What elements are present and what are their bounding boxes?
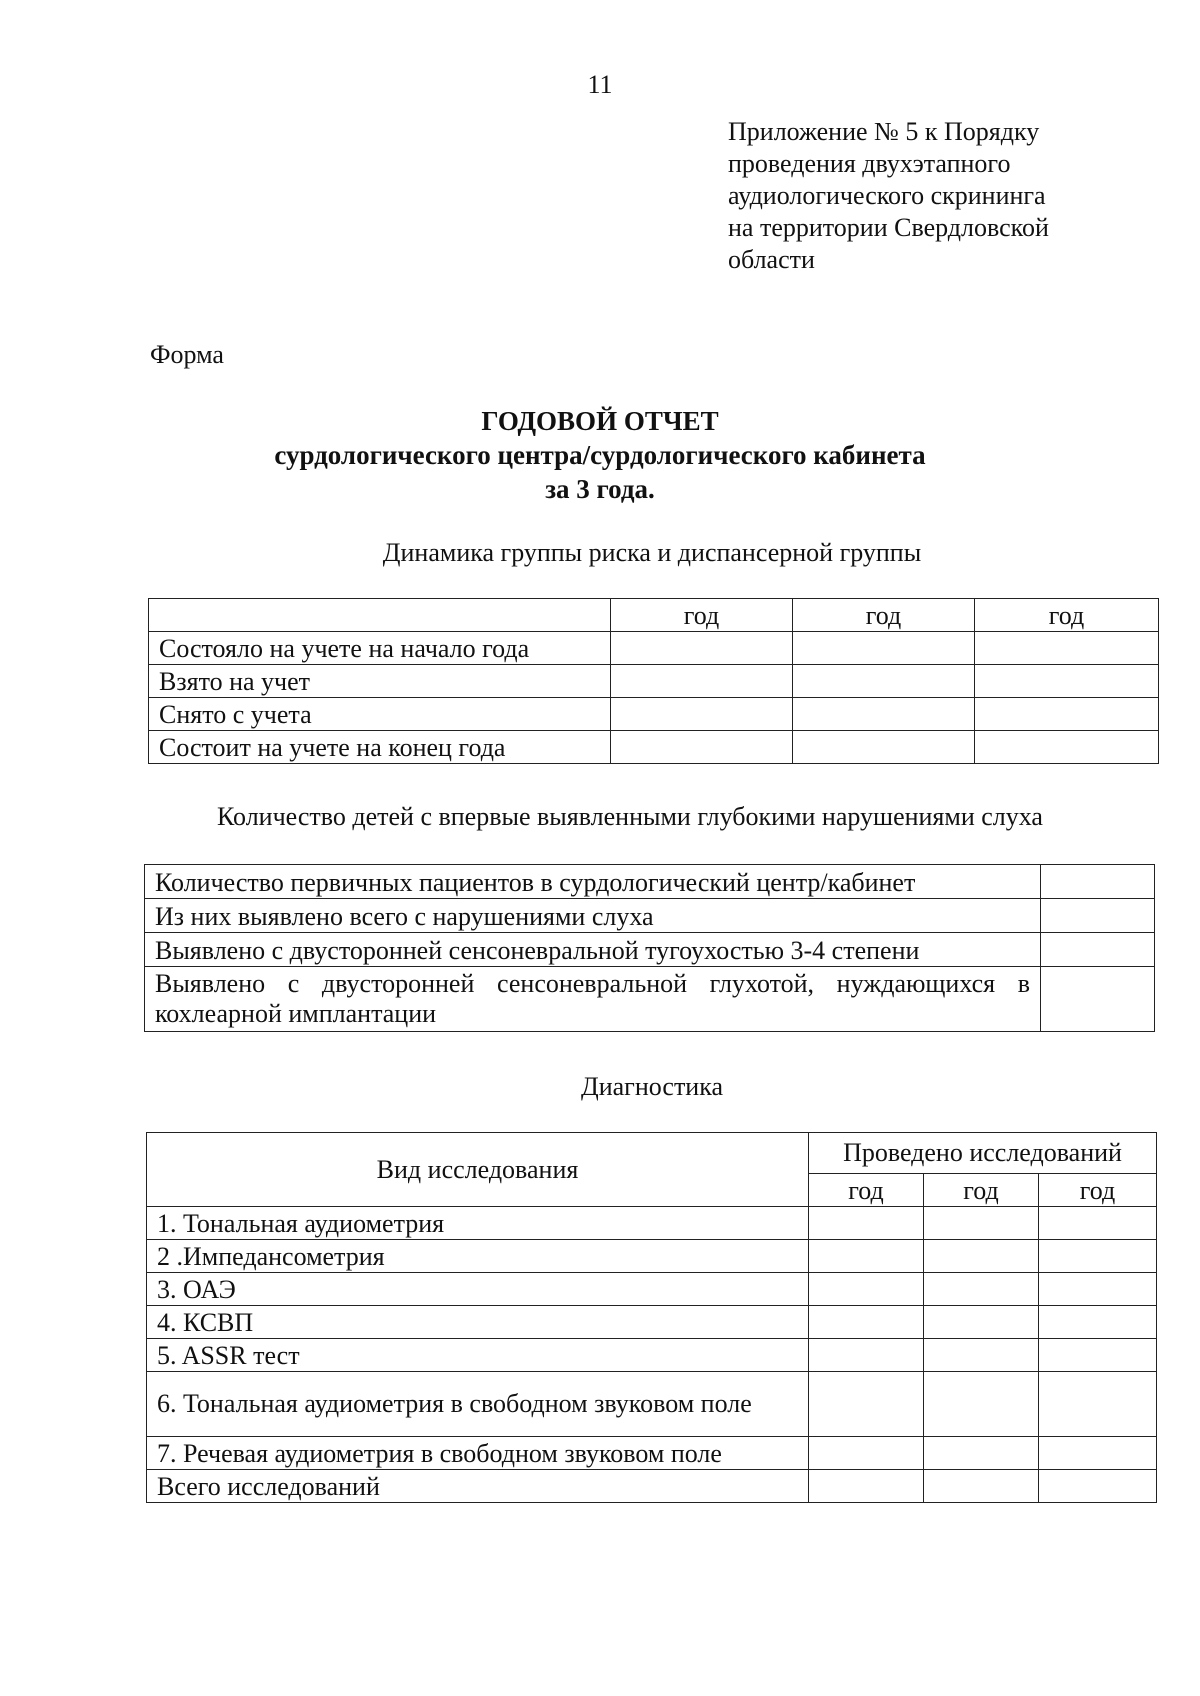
appendix-line: Приложение № 5 к Порядку xyxy=(728,117,1040,146)
section-heading-diagnostics: Диагностика xyxy=(580,1072,723,1101)
section-heading-hearing-loss: Количество детей с впервые выявленными глубокими нарушениями слуха xyxy=(217,802,1043,831)
study-type-header: Вид исследования xyxy=(147,1133,809,1207)
value-cell[interactable] xyxy=(924,1240,1039,1273)
year-header: год xyxy=(793,599,975,632)
section-heading-risk-group: Динамика группы риска и диспансерной группы xyxy=(382,538,922,567)
year-header: год xyxy=(1039,1174,1157,1207)
appendix-note xyxy=(728,116,1168,276)
value-cell[interactable] xyxy=(924,1470,1039,1503)
value-cell[interactable] xyxy=(1041,967,1155,1032)
row-label: Выявлено с двусторонней сенсоневральной тугоухостью 3-4 степени xyxy=(145,933,1041,967)
table-row xyxy=(147,1240,1157,1273)
value-cell[interactable] xyxy=(924,1372,1039,1437)
table-row xyxy=(147,1339,1157,1372)
table-row xyxy=(145,899,1155,933)
row-label: Состояло на учете на начало года xyxy=(149,632,611,665)
title-line-1: ГОДОВОЙ ОТЧЕТ xyxy=(481,406,719,436)
value-cell[interactable] xyxy=(1039,1240,1157,1273)
value-cell[interactable] xyxy=(924,1339,1039,1372)
value-cell[interactable] xyxy=(1039,1306,1157,1339)
page-number: 11 xyxy=(587,70,613,99)
row-label: 6. Тональная аудиометрия в свободном звуковом поле xyxy=(147,1372,809,1437)
value-cell[interactable] xyxy=(809,1240,924,1273)
value-cell[interactable] xyxy=(809,1470,924,1503)
row-label: 5. ASSR тест xyxy=(147,1339,809,1372)
table-row xyxy=(147,1207,1157,1240)
value-cell[interactable] xyxy=(1039,1273,1157,1306)
value-cell[interactable] xyxy=(611,632,793,665)
year-header: год xyxy=(975,599,1159,632)
table-row xyxy=(147,1437,1157,1470)
row-label: 7. Речевая аудиометрия в свободном звуковом поле xyxy=(147,1437,809,1470)
row-label: 2 .Импедансометрия xyxy=(147,1240,809,1273)
value-cell[interactable] xyxy=(809,1306,924,1339)
year-header: год xyxy=(809,1174,924,1207)
value-cell[interactable] xyxy=(809,1437,924,1470)
value-cell[interactable] xyxy=(793,698,975,731)
table-row xyxy=(149,731,1159,764)
value-cell[interactable] xyxy=(1039,1437,1157,1470)
row-label: Из них выявлено всего с нарушениями слуха xyxy=(145,899,1041,933)
value-cell[interactable] xyxy=(809,1339,924,1372)
value-cell[interactable] xyxy=(1041,899,1155,933)
value-cell[interactable] xyxy=(924,1207,1039,1240)
year-header: год xyxy=(924,1174,1039,1207)
form-label: Форма xyxy=(150,340,224,369)
table-row xyxy=(147,1306,1157,1339)
appendix-line: области xyxy=(728,245,815,274)
risk-group-table xyxy=(148,598,1159,764)
value-cell[interactable] xyxy=(809,1273,924,1306)
table-row xyxy=(149,665,1159,698)
year-header: год xyxy=(611,599,793,632)
title-line-2: сурдологического центра/сурдологического кабинета xyxy=(274,440,926,470)
table-row xyxy=(145,933,1155,967)
value-cell[interactable] xyxy=(611,731,793,764)
appendix-line: аудиологического скрининга xyxy=(728,181,1046,210)
table-header-row xyxy=(149,599,1159,632)
value-cell[interactable] xyxy=(924,1437,1039,1470)
row-label: Всего исследований xyxy=(147,1470,809,1503)
table-row xyxy=(145,967,1155,1032)
table-row xyxy=(147,1273,1157,1306)
table-row xyxy=(147,1470,1157,1503)
value-cell[interactable] xyxy=(924,1306,1039,1339)
row-label: Взято на учет xyxy=(149,665,611,698)
value-cell[interactable] xyxy=(793,731,975,764)
value-cell[interactable] xyxy=(1041,933,1155,967)
row-label: Снято с учета xyxy=(149,698,611,731)
appendix-line: проведения двухэтапного xyxy=(728,149,1011,178)
table-cell xyxy=(149,599,611,632)
value-cell[interactable] xyxy=(1041,865,1155,899)
value-cell[interactable] xyxy=(809,1372,924,1437)
value-cell[interactable] xyxy=(1039,1470,1157,1503)
row-label: 4. КСВП xyxy=(147,1306,809,1339)
row-label: Состоит на учете на конец года xyxy=(149,731,611,764)
row-label: Выявлено с двусторонней сенсоневральной глухотой, нуждающихся в кохлеарной имплантации xyxy=(145,967,1041,1032)
diagnostics-table xyxy=(146,1132,1157,1503)
table-row xyxy=(149,632,1159,665)
value-cell[interactable] xyxy=(975,698,1159,731)
table-row xyxy=(147,1372,1157,1437)
value-cell[interactable] xyxy=(1039,1207,1157,1240)
hearing-loss-table xyxy=(144,864,1155,1032)
value-cell[interactable] xyxy=(924,1273,1039,1306)
value-cell[interactable] xyxy=(611,698,793,731)
value-cell[interactable] xyxy=(975,632,1159,665)
title-line-3: за 3 года. xyxy=(545,474,655,504)
value-cell[interactable] xyxy=(809,1207,924,1240)
table-header-row xyxy=(147,1133,1157,1174)
value-cell[interactable] xyxy=(793,665,975,698)
row-label: 3. ОАЭ xyxy=(147,1273,809,1306)
appendix-line: на территории Свердловской xyxy=(728,213,1049,242)
row-label: 1. Тональная аудиометрия xyxy=(147,1207,809,1240)
value-cell[interactable] xyxy=(793,632,975,665)
table-row xyxy=(149,698,1159,731)
value-cell[interactable] xyxy=(611,665,793,698)
row-label: Количество первичных пациентов в сурдологический центр/кабинет xyxy=(145,865,1041,899)
report-title xyxy=(0,404,1200,506)
value-cell[interactable] xyxy=(975,665,1159,698)
table-row xyxy=(145,865,1155,899)
studies-done-header: Проведено исследований xyxy=(809,1133,1157,1174)
value-cell[interactable] xyxy=(975,731,1159,764)
value-cell[interactable] xyxy=(1039,1339,1157,1372)
value-cell[interactable] xyxy=(1039,1372,1157,1437)
